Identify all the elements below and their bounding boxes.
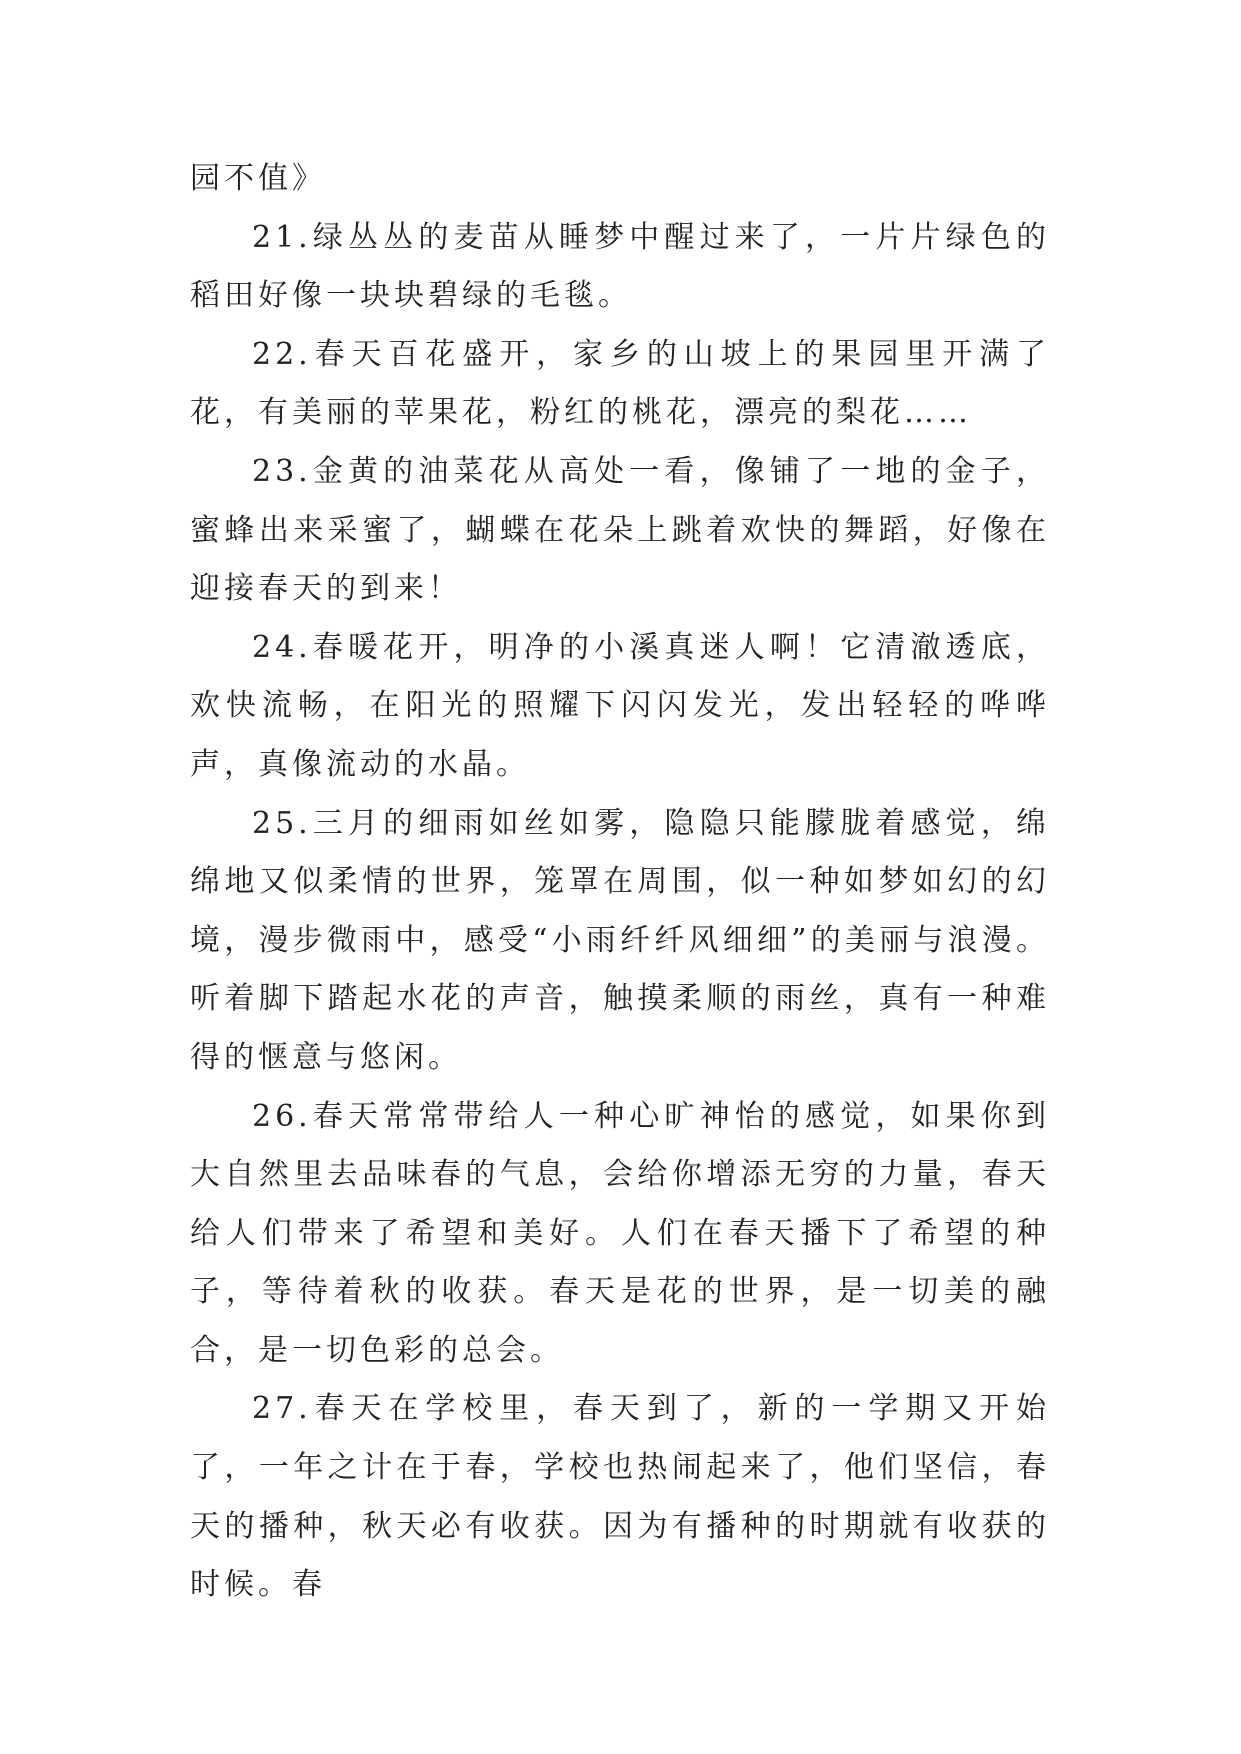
paragraph-25: 25.三月的细雨如丝如雾，隐隐只能朦胧着感觉，绵绵地又似柔情的世界，笼罩在周围，似一种如梦如幻的幻境，漫步微雨中，感受“小雨纤纤风细细”的美丽与浪漫。听着脚下踏起水花的声音，触摸柔顺的雨丝，真有一种难得的惬意与悠闲。 xyxy=(190,805,1050,1075)
paragraph-continuation: 园不值》 xyxy=(190,161,326,196)
paragraph-23: 23.金黄的油菜花从高处一看，像铺了一地的金子，蜜蜂出来采蜜了，蝴蝶在花朵上跳着欢快的舞蹈，好像在迎接春天的到来！ xyxy=(190,453,1050,607)
document-body xyxy=(190,150,1050,1615)
paragraph-21: 21.绿丛丛的麦苗从睡梦中醒过来了，一片片绿色的稻田好像一块块碧绿的毛毯。 xyxy=(190,219,1050,314)
paragraph-26: 26.春天常常带给人一种心旷神怡的感觉，如果你到大自然里去品味春的气息，会给你增添无穷的力量，春天给人们带来了希望和美好。人们在春天播下了希望的种子，等待着秋的收获。春天是花的世界，是一切美的融合，是一切色彩的总会。 xyxy=(190,1098,1050,1368)
paragraph-24: 24.春暖花开，明净的小溪真迷人啊！它清澈透底，欢快流畅，在阳光的照耀下闪闪发光，发出轻轻的哗哗声，真像流动的水晶。 xyxy=(190,629,1050,782)
paragraph-22: 22.春天百花盛开，家乡的山坡上的果园里开满了花，有美丽的苹果花，粉红的桃花，漂亮的梨花…… xyxy=(190,336,1050,431)
paragraph-27: 27.春天在学校里，春天到了，新的一学期又开始了，一年之计在于春，学校也热闹起来了，他们坚信，春天的播种，秋天必有收获。因为有播种的时期就有收获的时候。春 xyxy=(190,1391,1050,1603)
